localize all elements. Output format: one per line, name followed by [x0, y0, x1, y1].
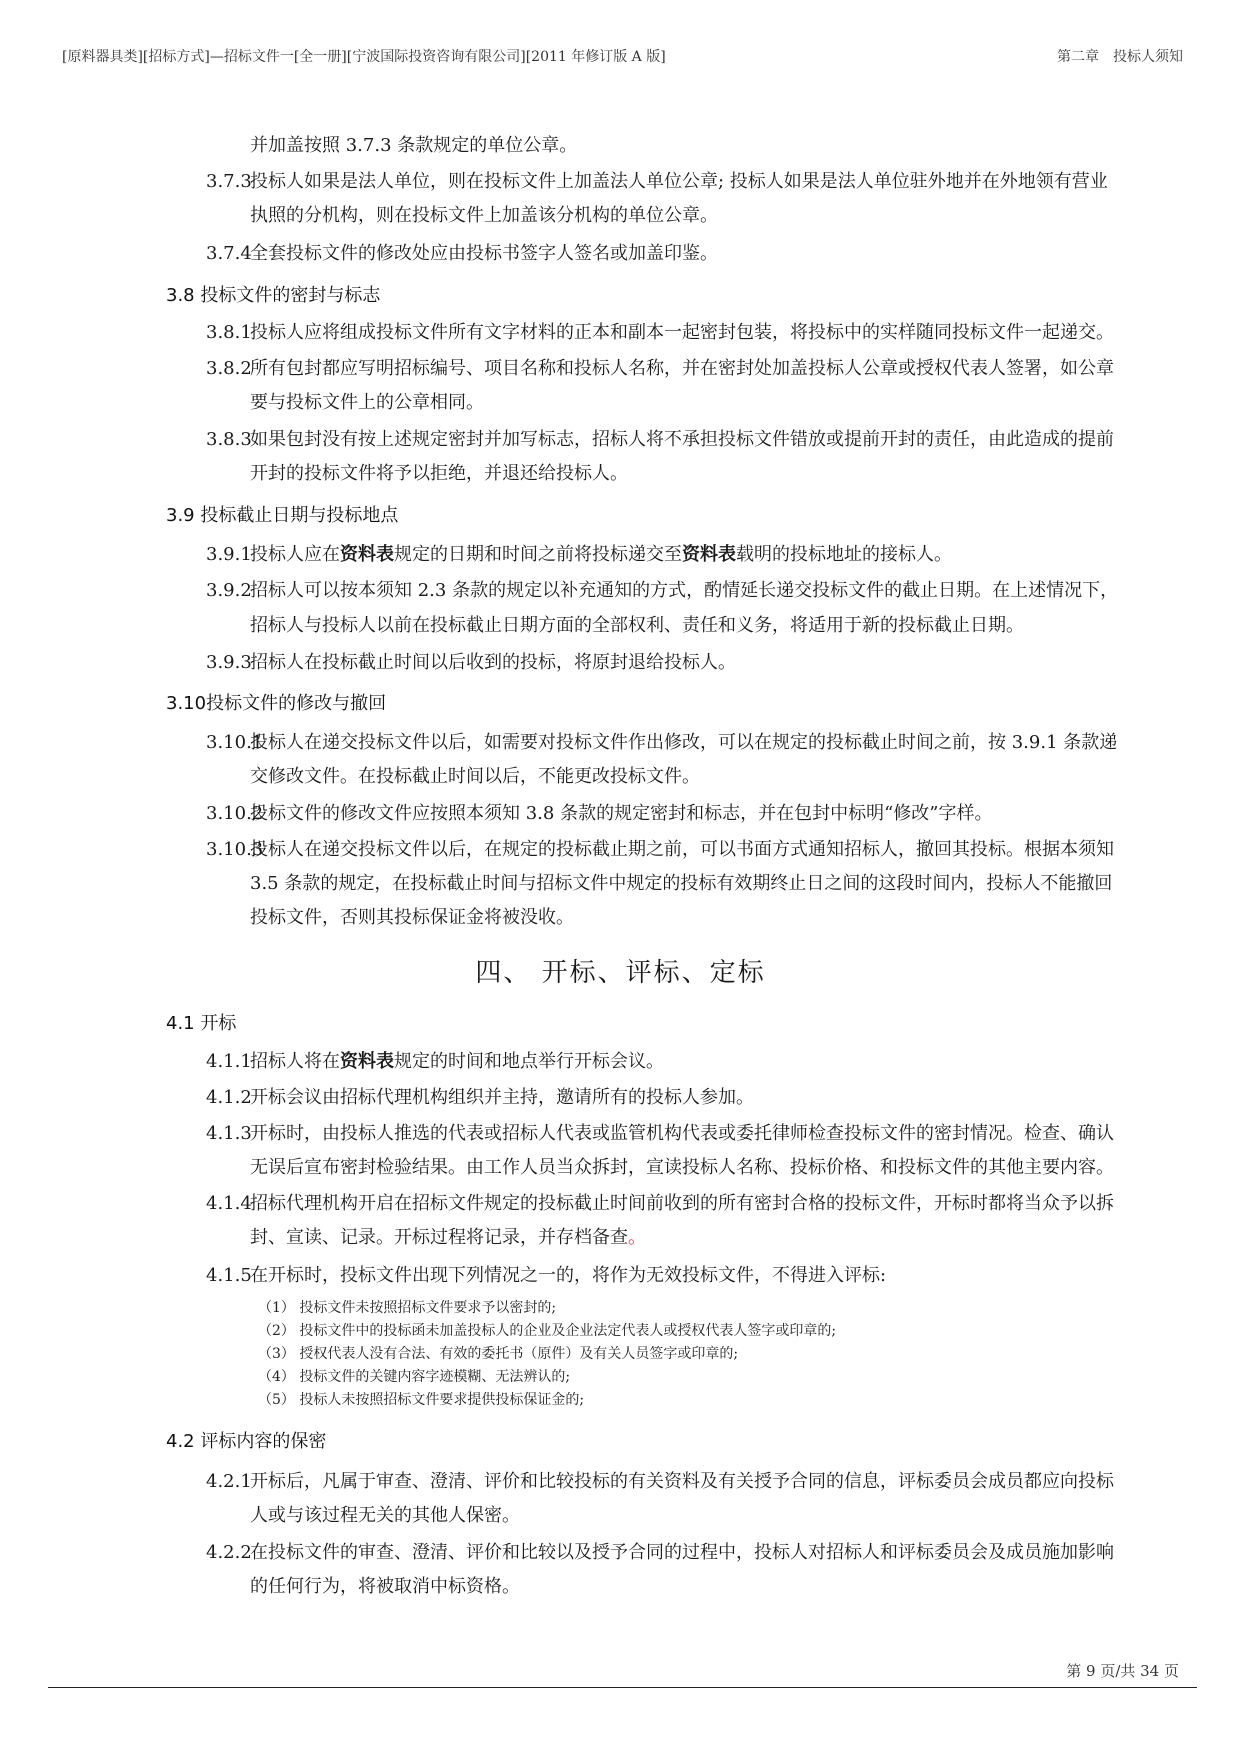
clause-number: 3.10.2	[206, 803, 264, 824]
chapter-heading: 四、 开标、评标、定标	[475, 958, 766, 988]
text-run: 规定的日期和时间之前将投标递交至	[394, 544, 682, 565]
clause-text: 如果包封没有按上述规定密封并加写标志，招标人将不承担投标文件错放或提前开封的责任，由此造成的提前	[250, 429, 1114, 450]
clause-text: 全套投标文件的修改处应由投标书签字人签名或加盖印鉴。	[250, 243, 718, 264]
clause-number: 3.8.3	[206, 429, 252, 450]
clause-text: 开标后，凡属于审查、澄清、评价和比较投标的有关资料及有关授予合同的信息，评标委员会成员都应向投标	[250, 1471, 1114, 1492]
clause-text: 开标时，由投标人推选的代表或招标人代表或监管机构代表或委托律师检查投标文件的密封情况。检查、确认	[250, 1123, 1114, 1144]
clause-text: 执照的分机构，则在投标文件上加盖该分机构的单位公章。	[250, 205, 718, 226]
section-heading-4-2: 4.2 评标内容的保密	[166, 1431, 327, 1452]
clause-number: 3.8.1	[206, 322, 252, 343]
page-number: 第 9 页/共 34 页	[1066, 1662, 1179, 1680]
clause-text	[250, 543, 952, 567]
text-run: 规定的时间和地点举行开标会议。	[394, 1051, 664, 1072]
clause-number: 4.1.4	[206, 1193, 252, 1214]
clause-text: 招标代理机构开启在招标文件规定的投标截止时间前收到的所有密封合格的投标文件，开标时都将当众予以拆	[250, 1193, 1114, 1214]
header-document-title: [原料器具类][招标方式]—招标文件一[全一册][宁波国际投资咨询有限公司][2011 年修订版 A 版]	[62, 49, 666, 65]
clause-number: 4.1.5	[206, 1265, 252, 1286]
clause-text: 招标人可以按本须知 2.3 条款的规定以补充通知的方式，酌情延长递交投标文件的截止日期。在上述情况下，	[250, 580, 1119, 601]
clause-text: 3.5 条款的规定，在投标截止时间与招标文件中规定的投标有效期终止日之间的这段时间内，投标人不能撤回	[250, 873, 1113, 894]
clause-text: 投标人在递交投标文件以后，在规定的投标截止期之前，可以书面方式通知招标人，撤回其投标。根据本须知	[250, 839, 1114, 860]
list-item: （1） 投标文件未按照招标文件要求予以密封的;	[258, 1300, 557, 1316]
section-heading-3-9: 3.9 投标截止日期与投标地点	[166, 505, 399, 526]
clause-number: 4.1.1	[206, 1051, 252, 1072]
data-sheet-term: 资料表	[340, 544, 394, 565]
red-period: 。	[628, 1227, 646, 1248]
clause-text: 无误后宣布密封检验结果。由工作人员当众拆封，宣读投标人名称、投标价格、和投标文件的其他主要内容。	[250, 1157, 1114, 1178]
clause-text: 在投标文件的审查、澄清、评价和比较以及授予合同的过程中，投标人对招标人和评标委员会及成员施加影响	[250, 1542, 1114, 1563]
section-heading-4-1: 4.1 开标	[166, 1013, 237, 1034]
clause-text: 招标人在投标截止时间以后收到的投标，将原封退给投标人。	[250, 652, 736, 673]
list-item: （2） 投标文件中的投标函未加盖投标人的企业及企业法定代表人或授权代表人签字或印章的;	[258, 1323, 837, 1339]
clause-text: 在开标时，投标文件出现下列情况之一的，将作为无效投标文件，不得进入评标:	[250, 1265, 887, 1286]
footer-divider	[48, 1687, 1197, 1688]
data-sheet-term: 资料表	[682, 544, 736, 565]
clause-text: 的任何行为，将被取消中标资格。	[250, 1576, 520, 1597]
clause-text: 所有包封都应写明招标编号、项目名称和投标人名称，并在密封处加盖投标人公章或授权代表人签署，如公章	[250, 358, 1114, 379]
clause-number: 3.8.2	[206, 358, 252, 379]
clause-number: 4.1.2	[206, 1087, 252, 1108]
clause-text: 招标人与投标人以前在投标截止日期方面的全部权利、责任和义务，将适用于新的投标截止日期。	[250, 615, 1024, 636]
clause-text	[250, 1226, 646, 1250]
clause-text: 交修改文件。在投标截止时间以后，不能更改投标文件。	[250, 766, 700, 787]
clause-text: 投标人如果是法人单位，则在投标文件上加盖法人单位公章; 投标人如果是法人单位驻外地并在外地领有营业	[250, 171, 1108, 192]
clause-text: 投标文件的修改文件应按照本须知 3.8 条款的规定密封和标志，并在包封中标明“修改”字样。	[250, 803, 993, 824]
clause-text: 投标人应将组成投标文件所有文字材料的正本和副本一起密封包装，将投标中的实样随同投标文件一起递交。	[250, 322, 1114, 343]
clause-text: 要与投标文件上的公章相同。	[250, 392, 484, 413]
clause-text	[250, 1050, 664, 1074]
list-item: （3） 授权代表人没有合法、有效的委托书（原件）及有关人员签字或印章的;	[258, 1346, 739, 1362]
clause-number: 3.7.3	[206, 171, 252, 192]
clause-number: 3.9.2	[206, 580, 252, 601]
clause-3-7-2-continuation: 并加盖按照 3.7.3 条款规定的单位公章。	[250, 135, 578, 156]
clause-text: 人或与该过程无关的其他人保密。	[250, 1505, 520, 1526]
text-run: 载明的投标地址的接标人。	[736, 544, 952, 565]
text-run: 投标人应在	[250, 544, 340, 565]
section-heading-3-10: 3.10投标文件的修改与撤回	[166, 693, 387, 714]
text-run: 招标人将在	[250, 1051, 340, 1072]
clause-text: 投标人在递交投标文件以后，如需要对投标文件作出修改，可以在规定的投标截止时间之前，按 3.9.1 条款递	[250, 732, 1118, 753]
clause-number: 4.2.1	[206, 1471, 252, 1492]
clause-number: 4.2.2	[206, 1542, 252, 1563]
clause-number: 3.9.3	[206, 652, 252, 673]
clause-number: 3.9.1	[206, 544, 252, 565]
clause-number: 4.1.3	[206, 1123, 252, 1144]
clause-text: 开封的投标文件将予以拒绝，并退还给投标人。	[250, 463, 628, 484]
clause-number: 3.10.3	[206, 839, 264, 860]
clause-number: 3.7.4	[206, 243, 252, 264]
data-sheet-term: 资料表	[340, 1051, 394, 1072]
list-item: （4） 投标文件的关键内容字迹模糊、无法辨认的;	[258, 1369, 571, 1385]
clause-number: 3.10.1	[206, 732, 264, 753]
section-heading-3-8: 3.8 投标文件的密封与标志	[166, 285, 381, 306]
clause-text: 投标文件，否则其投标保证金将被没收。	[250, 907, 574, 928]
list-item: （5） 投标人未按照招标文件要求提供投标保证金的;	[258, 1392, 585, 1408]
clause-text: 开标会议由招标代理机构组织并主持，邀请所有的投标人参加。	[250, 1087, 754, 1108]
header-chapter-title: 第二章 投标人须知	[1057, 49, 1183, 65]
text-run: 封、宣读、记录。开标过程将记录，并存档备查	[250, 1227, 628, 1248]
